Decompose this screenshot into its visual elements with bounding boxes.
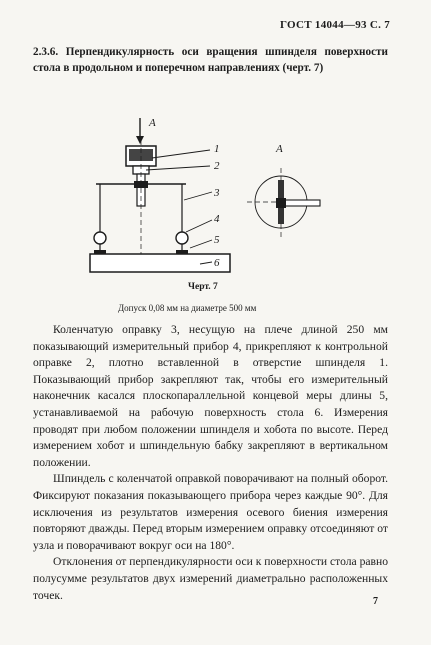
body-text xyxy=(33,322,388,604)
section-title: 2.3.6. Перпендикулярность оси вращения шпинделя поверхности стола в продольном и поперечном направлениях (черт. 7) xyxy=(33,46,388,74)
callout-4: 4 xyxy=(214,213,220,225)
callout-1: 1 xyxy=(214,143,220,155)
paragraph: Отклонения от перпендикулярности оси к поверхности стола равно полусумме результатов двух измерений диаметрально расположенных точек. xyxy=(33,555,388,602)
view-a-title: A xyxy=(276,143,283,155)
paragraph: Коленчатую оправку 3, несущую на плече длиной 250 мм показывающий измерительный прибор 4, прикрепляют к контрольной оправке 2, плотно вставленной в отверстие шпинделя 1. Показывающий прибор закрепляют так, чтобы его измерительный наконечник касался плоскопараллельной концевой меры длины 5, устанавливаемой на рабочую поверхность стола 6. Измерения проводят при любом положении шпинделя и хобота по высоте. Перед измерением хобот и шпиндельную бабку закрепляют в вертикальном положении. xyxy=(33,323,388,469)
callout-2: 2 xyxy=(214,160,220,172)
view-label-a: A xyxy=(149,117,156,129)
callout-3: 3 xyxy=(214,187,220,199)
technical-drawing xyxy=(0,0,431,300)
figure-caption: Черт. 7 xyxy=(188,282,218,292)
callout-6: 6 xyxy=(214,257,220,269)
document-header: ГОСТ 14044—93 С. 7 xyxy=(279,19,390,31)
page-number: 7 xyxy=(373,596,378,607)
callout-5: 5 xyxy=(214,234,220,246)
paragraph: Шпиндель с коленчатой оправкой поворачивают на полный оборот. Фиксируют показания показывающего прибора через каждые 90°. Для исключения из результатов измерения осевого биения измерения повторяют дважды. Перед вторым измерением оправку отсоединяют от узла и поворачивают вокруг оси на 180°. xyxy=(33,472,388,552)
figure-tolerance: Допуск 0,08 мм на диаметре 500 мм xyxy=(118,303,257,313)
